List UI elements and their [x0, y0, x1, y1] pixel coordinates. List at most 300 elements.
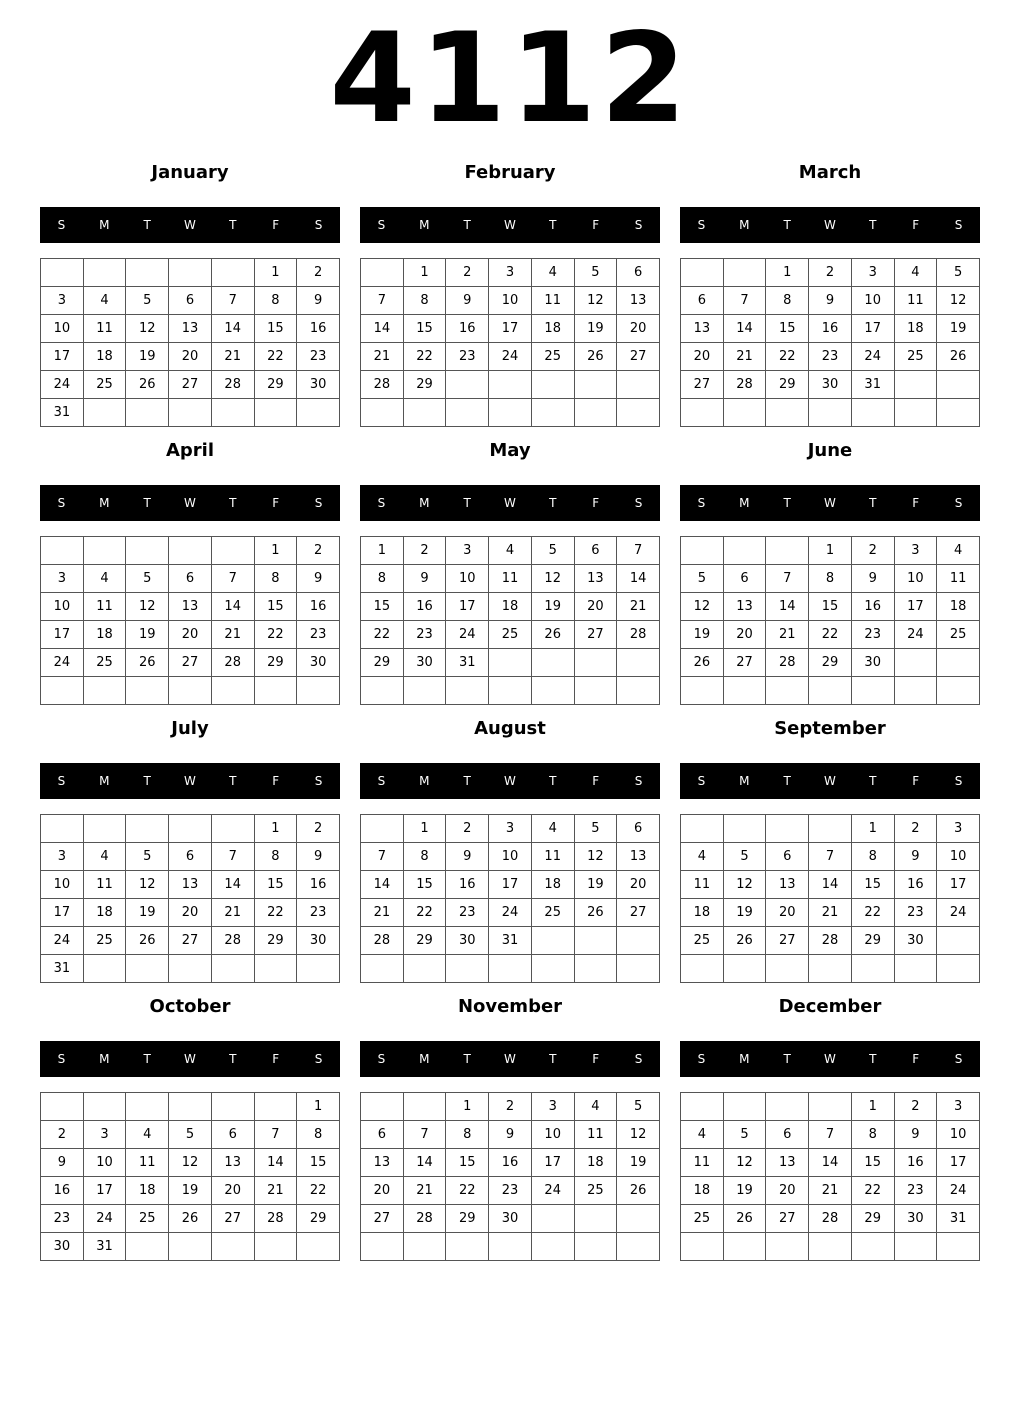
day-grid: [360, 258, 660, 427]
empty-day-cell: [361, 815, 404, 843]
empty-day-cell: [724, 955, 767, 983]
empty-day-cell: [41, 677, 84, 705]
empty-day-cell: [895, 649, 938, 677]
weekday-label: S: [377, 218, 386, 232]
month-name: January: [151, 162, 229, 183]
empty-day-cell: [575, 649, 618, 677]
empty-day-cell: [169, 955, 212, 983]
day-cell: 18: [489, 593, 532, 621]
empty-day-cell: [126, 1233, 169, 1261]
weekday-label: F: [272, 774, 280, 788]
day-cell: 18: [895, 315, 938, 343]
day-cell: 22: [297, 1177, 340, 1205]
day-cell: 16: [489, 1149, 532, 1177]
weekday-label: W: [184, 774, 196, 788]
empty-day-cell: [895, 399, 938, 427]
weekday-label: F: [592, 496, 600, 510]
day-cell: 24: [84, 1205, 127, 1233]
day-cell: 15: [255, 593, 298, 621]
weekday-label: F: [592, 218, 600, 232]
empty-day-cell: [575, 955, 618, 983]
empty-day-cell: [169, 677, 212, 705]
day-cell: 12: [724, 871, 767, 899]
weekday-label: S: [697, 1052, 706, 1066]
empty-day-cell: [212, 1093, 255, 1121]
day-cell: 23: [895, 1177, 938, 1205]
day-cell: 13: [617, 287, 660, 315]
month-december: [680, 994, 980, 1261]
day-cell: 28: [212, 371, 255, 399]
weekday-label: W: [504, 774, 516, 788]
empty-day-cell: [489, 649, 532, 677]
day-cell: 24: [489, 899, 532, 927]
day-cell: 3: [446, 537, 489, 565]
day-cell: 2: [852, 537, 895, 565]
day-cell: 7: [724, 287, 767, 315]
day-cell: 14: [361, 315, 404, 343]
day-cell: 8: [852, 1121, 895, 1149]
weekday-label: S: [954, 1052, 963, 1066]
empty-day-cell: [126, 537, 169, 565]
day-cell: 7: [212, 287, 255, 315]
day-cell: 25: [84, 371, 127, 399]
day-cell: 15: [852, 871, 895, 899]
day-cell: 18: [681, 899, 724, 927]
day-cell: 5: [575, 259, 618, 287]
empty-day-cell: [766, 955, 809, 983]
weekday-header: [40, 1041, 340, 1077]
empty-day-cell: [212, 955, 255, 983]
day-cell: 7: [212, 565, 255, 593]
day-cell: 16: [297, 593, 340, 621]
day-cell: 25: [895, 343, 938, 371]
weekday-label: F: [272, 218, 280, 232]
day-cell: 19: [126, 621, 169, 649]
day-cell: 12: [724, 1149, 767, 1177]
day-cell: 16: [852, 593, 895, 621]
weekday-label: W: [504, 1052, 516, 1066]
day-cell: 3: [532, 1093, 575, 1121]
weekday-label: F: [592, 774, 600, 788]
day-cell: 29: [255, 371, 298, 399]
day-cell: 31: [41, 399, 84, 427]
empty-day-cell: [84, 537, 127, 565]
empty-day-cell: [895, 955, 938, 983]
weekday-label: T: [869, 218, 877, 232]
day-cell: 23: [297, 621, 340, 649]
empty-day-cell: [681, 955, 724, 983]
month-name: July: [171, 718, 209, 739]
day-cell: 14: [212, 315, 255, 343]
empty-day-cell: [446, 371, 489, 399]
day-cell: 25: [84, 649, 127, 677]
day-cell: 2: [895, 1093, 938, 1121]
day-cell: 19: [575, 315, 618, 343]
day-cell: 2: [489, 1093, 532, 1121]
day-cell: 19: [575, 871, 618, 899]
weekday-label: T: [783, 496, 791, 510]
day-cell: 26: [617, 1177, 660, 1205]
day-cell: 4: [895, 259, 938, 287]
weekday-label: T: [143, 218, 151, 232]
day-cell: 14: [617, 565, 660, 593]
empty-day-cell: [575, 399, 618, 427]
day-cell: 28: [255, 1205, 298, 1233]
empty-day-cell: [937, 1233, 980, 1261]
weekday-label: T: [463, 774, 471, 788]
weekday-label: S: [57, 1052, 66, 1066]
empty-day-cell: [489, 955, 532, 983]
weekday-label: W: [504, 496, 516, 510]
empty-day-cell: [212, 815, 255, 843]
empty-day-cell: [212, 677, 255, 705]
empty-day-cell: [297, 1233, 340, 1261]
day-cell: 1: [404, 815, 447, 843]
day-cell: 28: [212, 927, 255, 955]
empty-day-cell: [84, 399, 127, 427]
month-name: October: [149, 996, 231, 1017]
day-cell: 18: [575, 1149, 618, 1177]
day-cell: 14: [809, 871, 852, 899]
day-cell: 21: [809, 899, 852, 927]
empty-day-cell: [809, 815, 852, 843]
day-cell: 11: [84, 871, 127, 899]
empty-day-cell: [617, 1205, 660, 1233]
day-cell: 2: [297, 259, 340, 287]
empty-day-cell: [41, 815, 84, 843]
day-cell: 16: [297, 315, 340, 343]
weekday-label: W: [824, 774, 836, 788]
day-cell: 10: [446, 565, 489, 593]
day-cell: 17: [937, 871, 980, 899]
empty-day-cell: [724, 815, 767, 843]
day-cell: 29: [809, 649, 852, 677]
empty-day-cell: [212, 259, 255, 287]
day-cell: 29: [404, 371, 447, 399]
day-cell: 24: [446, 621, 489, 649]
day-cell: 19: [724, 1177, 767, 1205]
day-cell: 18: [84, 621, 127, 649]
weekday-header: [40, 763, 340, 799]
day-cell: 9: [41, 1149, 84, 1177]
day-cell: 19: [937, 315, 980, 343]
weekday-label: T: [549, 496, 557, 510]
empty-day-cell: [617, 371, 660, 399]
day-cell: 13: [724, 593, 767, 621]
empty-day-cell: [169, 259, 212, 287]
day-cell: 11: [532, 843, 575, 871]
day-cell: 27: [766, 1205, 809, 1233]
empty-day-cell: [766, 815, 809, 843]
day-cell: 5: [169, 1121, 212, 1149]
day-cell: 21: [212, 343, 255, 371]
day-cell: 9: [404, 565, 447, 593]
day-cell: 24: [937, 899, 980, 927]
day-cell: 4: [532, 259, 575, 287]
day-cell: 21: [724, 343, 767, 371]
day-cell: 5: [532, 537, 575, 565]
day-cell: 29: [852, 1205, 895, 1233]
empty-day-cell: [681, 1233, 724, 1261]
day-cell: 6: [575, 537, 618, 565]
day-cell: 7: [212, 843, 255, 871]
empty-day-cell: [895, 1233, 938, 1261]
weekday-label: T: [869, 1052, 877, 1066]
weekday-label: F: [912, 496, 920, 510]
empty-day-cell: [937, 649, 980, 677]
month-september: [680, 716, 980, 983]
weekday-label: W: [824, 218, 836, 232]
empty-day-cell: [575, 927, 618, 955]
empty-day-cell: [489, 371, 532, 399]
day-cell: 27: [724, 649, 767, 677]
day-cell: 21: [361, 899, 404, 927]
day-cell: 1: [255, 815, 298, 843]
weekday-label: S: [954, 496, 963, 510]
day-cell: 15: [404, 871, 447, 899]
day-cell: 30: [404, 649, 447, 677]
day-cell: 27: [575, 621, 618, 649]
day-cell: 1: [255, 259, 298, 287]
day-cell: 28: [766, 649, 809, 677]
empty-day-cell: [41, 537, 84, 565]
day-cell: 20: [361, 1177, 404, 1205]
weekday-label: T: [549, 218, 557, 232]
day-cell: 23: [41, 1205, 84, 1233]
day-cell: 17: [41, 621, 84, 649]
day-cell: 8: [446, 1121, 489, 1149]
empty-day-cell: [489, 399, 532, 427]
day-cell: 16: [297, 871, 340, 899]
day-cell: 7: [361, 287, 404, 315]
day-cell: 22: [404, 899, 447, 927]
day-cell: 29: [361, 649, 404, 677]
day-cell: 20: [169, 899, 212, 927]
day-cell: 15: [446, 1149, 489, 1177]
month-name: December: [778, 996, 882, 1017]
weekday-label: M: [739, 1052, 750, 1066]
empty-day-cell: [169, 1233, 212, 1261]
day-cell: 30: [852, 649, 895, 677]
empty-day-cell: [532, 677, 575, 705]
day-cell: 2: [446, 815, 489, 843]
day-cell: 6: [169, 287, 212, 315]
weekday-label: S: [57, 496, 66, 510]
empty-day-cell: [681, 1093, 724, 1121]
weekday-label: S: [697, 218, 706, 232]
day-cell: 5: [724, 1121, 767, 1149]
day-cell: 10: [489, 287, 532, 315]
day-cell: 10: [489, 843, 532, 871]
day-cell: 30: [297, 371, 340, 399]
day-cell: 9: [895, 843, 938, 871]
day-cell: 4: [84, 287, 127, 315]
day-cell: 15: [361, 593, 404, 621]
day-grid: [360, 814, 660, 983]
weekday-label: T: [549, 774, 557, 788]
day-cell: 3: [489, 815, 532, 843]
day-cell: 26: [575, 343, 618, 371]
weekday-header: [680, 207, 980, 243]
day-cell: 22: [404, 343, 447, 371]
day-cell: 7: [361, 843, 404, 871]
empty-day-cell: [809, 677, 852, 705]
day-cell: 23: [297, 899, 340, 927]
empty-day-cell: [724, 259, 767, 287]
day-cell: 10: [532, 1121, 575, 1149]
day-cell: 8: [852, 843, 895, 871]
empty-day-cell: [724, 399, 767, 427]
day-cell: 18: [126, 1177, 169, 1205]
day-cell: 22: [852, 899, 895, 927]
day-grid: [680, 1092, 980, 1261]
day-cell: 14: [809, 1149, 852, 1177]
day-cell: 9: [446, 287, 489, 315]
day-cell: 26: [724, 927, 767, 955]
day-grid: [680, 536, 980, 705]
day-cell: 15: [852, 1149, 895, 1177]
day-cell: 1: [852, 1093, 895, 1121]
day-cell: 23: [852, 621, 895, 649]
day-cell: 13: [766, 1149, 809, 1177]
empty-day-cell: [255, 1233, 298, 1261]
day-cell: 28: [361, 371, 404, 399]
day-cell: 20: [617, 871, 660, 899]
day-cell: 21: [212, 899, 255, 927]
day-cell: 27: [681, 371, 724, 399]
empty-day-cell: [489, 1233, 532, 1261]
day-cell: 1: [361, 537, 404, 565]
month-name: August: [474, 718, 546, 739]
day-cell: 2: [297, 815, 340, 843]
day-cell: 25: [489, 621, 532, 649]
day-cell: 31: [446, 649, 489, 677]
day-cell: 25: [575, 1177, 618, 1205]
day-cell: 8: [361, 565, 404, 593]
weekday-label: S: [314, 218, 323, 232]
day-cell: 26: [126, 927, 169, 955]
weekday-label: W: [184, 496, 196, 510]
day-cell: 6: [169, 843, 212, 871]
day-cell: 30: [297, 649, 340, 677]
day-cell: 9: [297, 565, 340, 593]
day-cell: 5: [126, 287, 169, 315]
day-cell: 14: [361, 871, 404, 899]
empty-day-cell: [84, 1093, 127, 1121]
day-cell: 4: [126, 1121, 169, 1149]
day-cell: 14: [724, 315, 767, 343]
day-cell: 9: [446, 843, 489, 871]
day-cell: 29: [255, 927, 298, 955]
day-cell: 19: [617, 1149, 660, 1177]
day-cell: 14: [212, 871, 255, 899]
day-cell: 23: [489, 1177, 532, 1205]
day-cell: 11: [575, 1121, 618, 1149]
day-cell: 28: [724, 371, 767, 399]
day-cell: 21: [361, 343, 404, 371]
day-cell: 18: [532, 871, 575, 899]
day-cell: 13: [361, 1149, 404, 1177]
weekday-label: S: [954, 218, 963, 232]
empty-day-cell: [126, 399, 169, 427]
empty-day-cell: [446, 955, 489, 983]
empty-day-cell: [809, 399, 852, 427]
day-cell: 6: [724, 565, 767, 593]
day-cell: 11: [532, 287, 575, 315]
day-cell: 22: [852, 1177, 895, 1205]
empty-day-cell: [575, 1233, 618, 1261]
day-cell: 19: [724, 899, 767, 927]
day-grid: [40, 1092, 340, 1261]
day-cell: 16: [41, 1177, 84, 1205]
day-cell: 10: [41, 871, 84, 899]
weekday-label: T: [229, 496, 237, 510]
empty-day-cell: [681, 815, 724, 843]
day-cell: 3: [895, 537, 938, 565]
day-cell: 2: [297, 537, 340, 565]
day-cell: 20: [575, 593, 618, 621]
empty-day-cell: [84, 259, 127, 287]
day-cell: 11: [681, 871, 724, 899]
day-cell: 18: [84, 343, 127, 371]
weekday-label: S: [377, 774, 386, 788]
day-cell: 27: [617, 343, 660, 371]
day-cell: 29: [255, 649, 298, 677]
day-cell: 22: [361, 621, 404, 649]
weekday-label: S: [634, 218, 643, 232]
day-cell: 24: [489, 343, 532, 371]
weekday-label: T: [783, 1052, 791, 1066]
weekday-label: S: [954, 774, 963, 788]
month-november: [360, 994, 660, 1261]
empty-day-cell: [169, 1093, 212, 1121]
day-cell: 8: [297, 1121, 340, 1149]
day-cell: 4: [84, 565, 127, 593]
empty-day-cell: [681, 537, 724, 565]
day-cell: 11: [895, 287, 938, 315]
day-cell: 21: [809, 1177, 852, 1205]
weekday-label: M: [419, 774, 430, 788]
day-cell: 6: [617, 815, 660, 843]
empty-day-cell: [404, 399, 447, 427]
day-cell: 27: [617, 899, 660, 927]
day-cell: 1: [404, 259, 447, 287]
day-cell: 12: [575, 287, 618, 315]
day-cell: 9: [297, 843, 340, 871]
day-cell: 13: [169, 871, 212, 899]
empty-day-cell: [809, 1233, 852, 1261]
day-cell: 24: [532, 1177, 575, 1205]
day-cell: 28: [617, 621, 660, 649]
day-cell: 8: [404, 287, 447, 315]
day-cell: 8: [404, 843, 447, 871]
day-cell: 17: [41, 899, 84, 927]
day-cell: 3: [937, 1093, 980, 1121]
day-cell: 7: [617, 537, 660, 565]
weekday-label: T: [549, 1052, 557, 1066]
empty-day-cell: [766, 399, 809, 427]
empty-day-cell: [532, 371, 575, 399]
day-cell: 10: [852, 287, 895, 315]
empty-day-cell: [617, 1233, 660, 1261]
day-cell: 30: [809, 371, 852, 399]
day-cell: 22: [766, 343, 809, 371]
empty-day-cell: [361, 1093, 404, 1121]
day-cell: 17: [532, 1149, 575, 1177]
day-cell: 19: [169, 1177, 212, 1205]
day-cell: 2: [446, 259, 489, 287]
day-cell: 24: [852, 343, 895, 371]
